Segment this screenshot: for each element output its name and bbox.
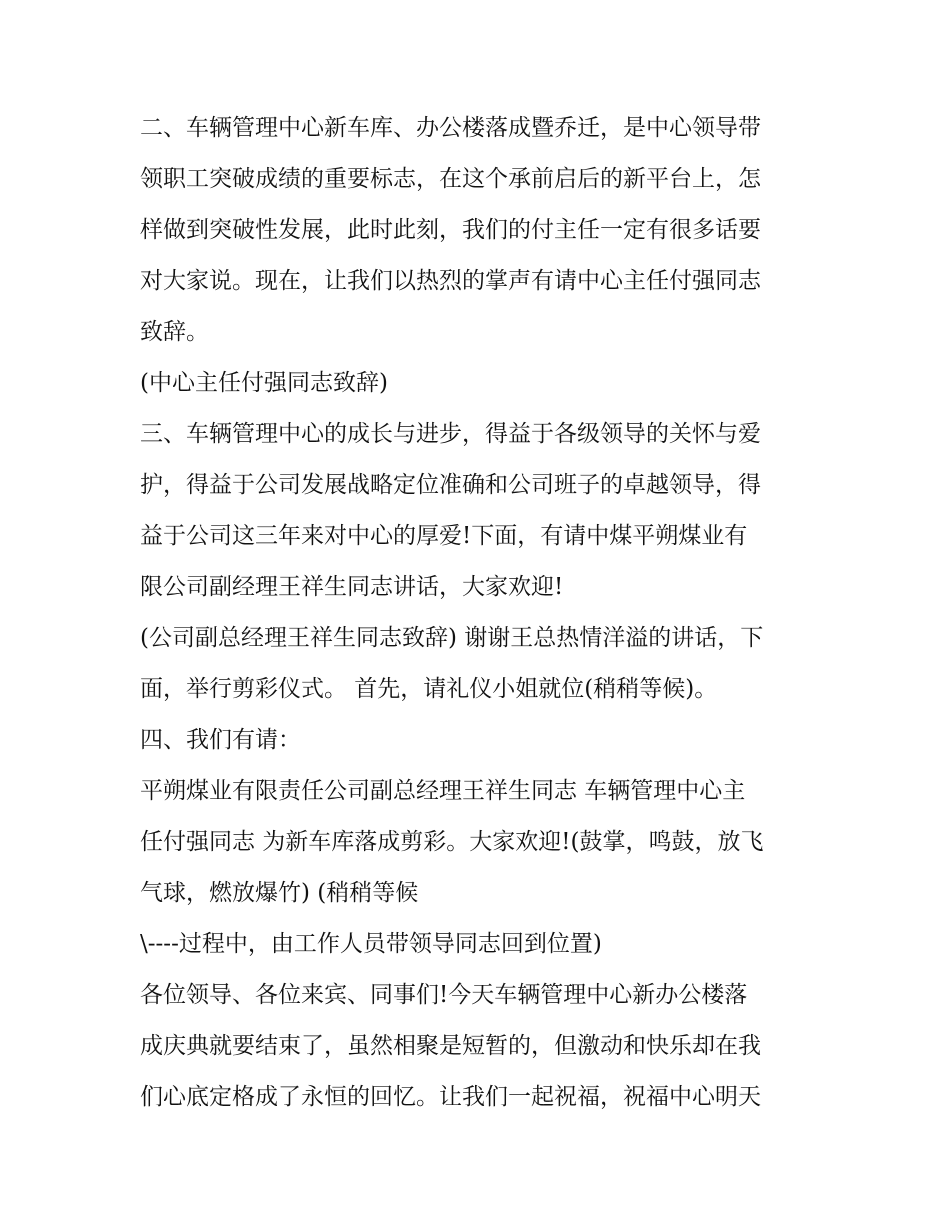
document-body	[140, 103, 820, 1123]
text-line: 样做到突破性发展，此时此刻，我们的付主任一定有很多话要	[140, 217, 761, 243]
text-line: 面，举行剪彩仪式。 首先，请礼仪小姐就位(稍稍等候)。	[140, 676, 718, 702]
text-line: 气球，燃放爆竹) (稍稍等候	[140, 880, 419, 906]
text-line: 们心底定格成了永恒的回忆。让我们一起祝福，祝福中心明天	[140, 1084, 761, 1110]
text-line: 各位领导、各位来宾、同事们!今天车辆管理中心新办公楼落	[140, 982, 748, 1008]
text-line: 限公司副经理王祥生同志讲话，大家欢迎!	[140, 574, 564, 600]
text-line: 三、车辆管理中心的成长与进步，得益于各级领导的关怀与爱	[140, 421, 761, 447]
text-line: 对大家说。现在，让我们以热烈的掌声有请中心主任付强同志	[140, 268, 761, 294]
text-line: 护，得益于公司发展战略定位准确和公司班子的卓越领导，得	[140, 472, 761, 498]
text-line: 领职工突破成绩的重要标志，在这个承前启后的新平台上，怎	[140, 166, 761, 192]
text-line: 平朔煤业有限责任公司副总经理王祥生同志 车辆管理中心主	[140, 778, 746, 804]
text-line: \----过程中，由工作人员带领导同志回到位置)	[140, 931, 602, 957]
text-line: 任付强同志 为新车库落成剪彩。大家欢迎!(鼓掌，鸣鼓，放飞	[140, 829, 764, 855]
text-line: 益于公司这三年来对中心的厚爱!下面，有请中煤平朔煤业有	[140, 523, 748, 549]
text-line: 二、车辆管理中心新车库、办公楼落成暨乔迁，是中心领导带	[140, 115, 761, 141]
text-line: (中心主任付强同志致辞)	[140, 370, 388, 396]
text-line: 四、我们有请：	[140, 727, 301, 753]
text-line: 致辞。	[140, 319, 209, 345]
text-line: 成庆典就要结束了，虽然相聚是短暂的，但激动和快乐却在我	[140, 1033, 761, 1059]
text-line: (公司副总经理王祥生同志致辞) 谢谢王总热情洋溢的讲话，下	[140, 625, 764, 651]
